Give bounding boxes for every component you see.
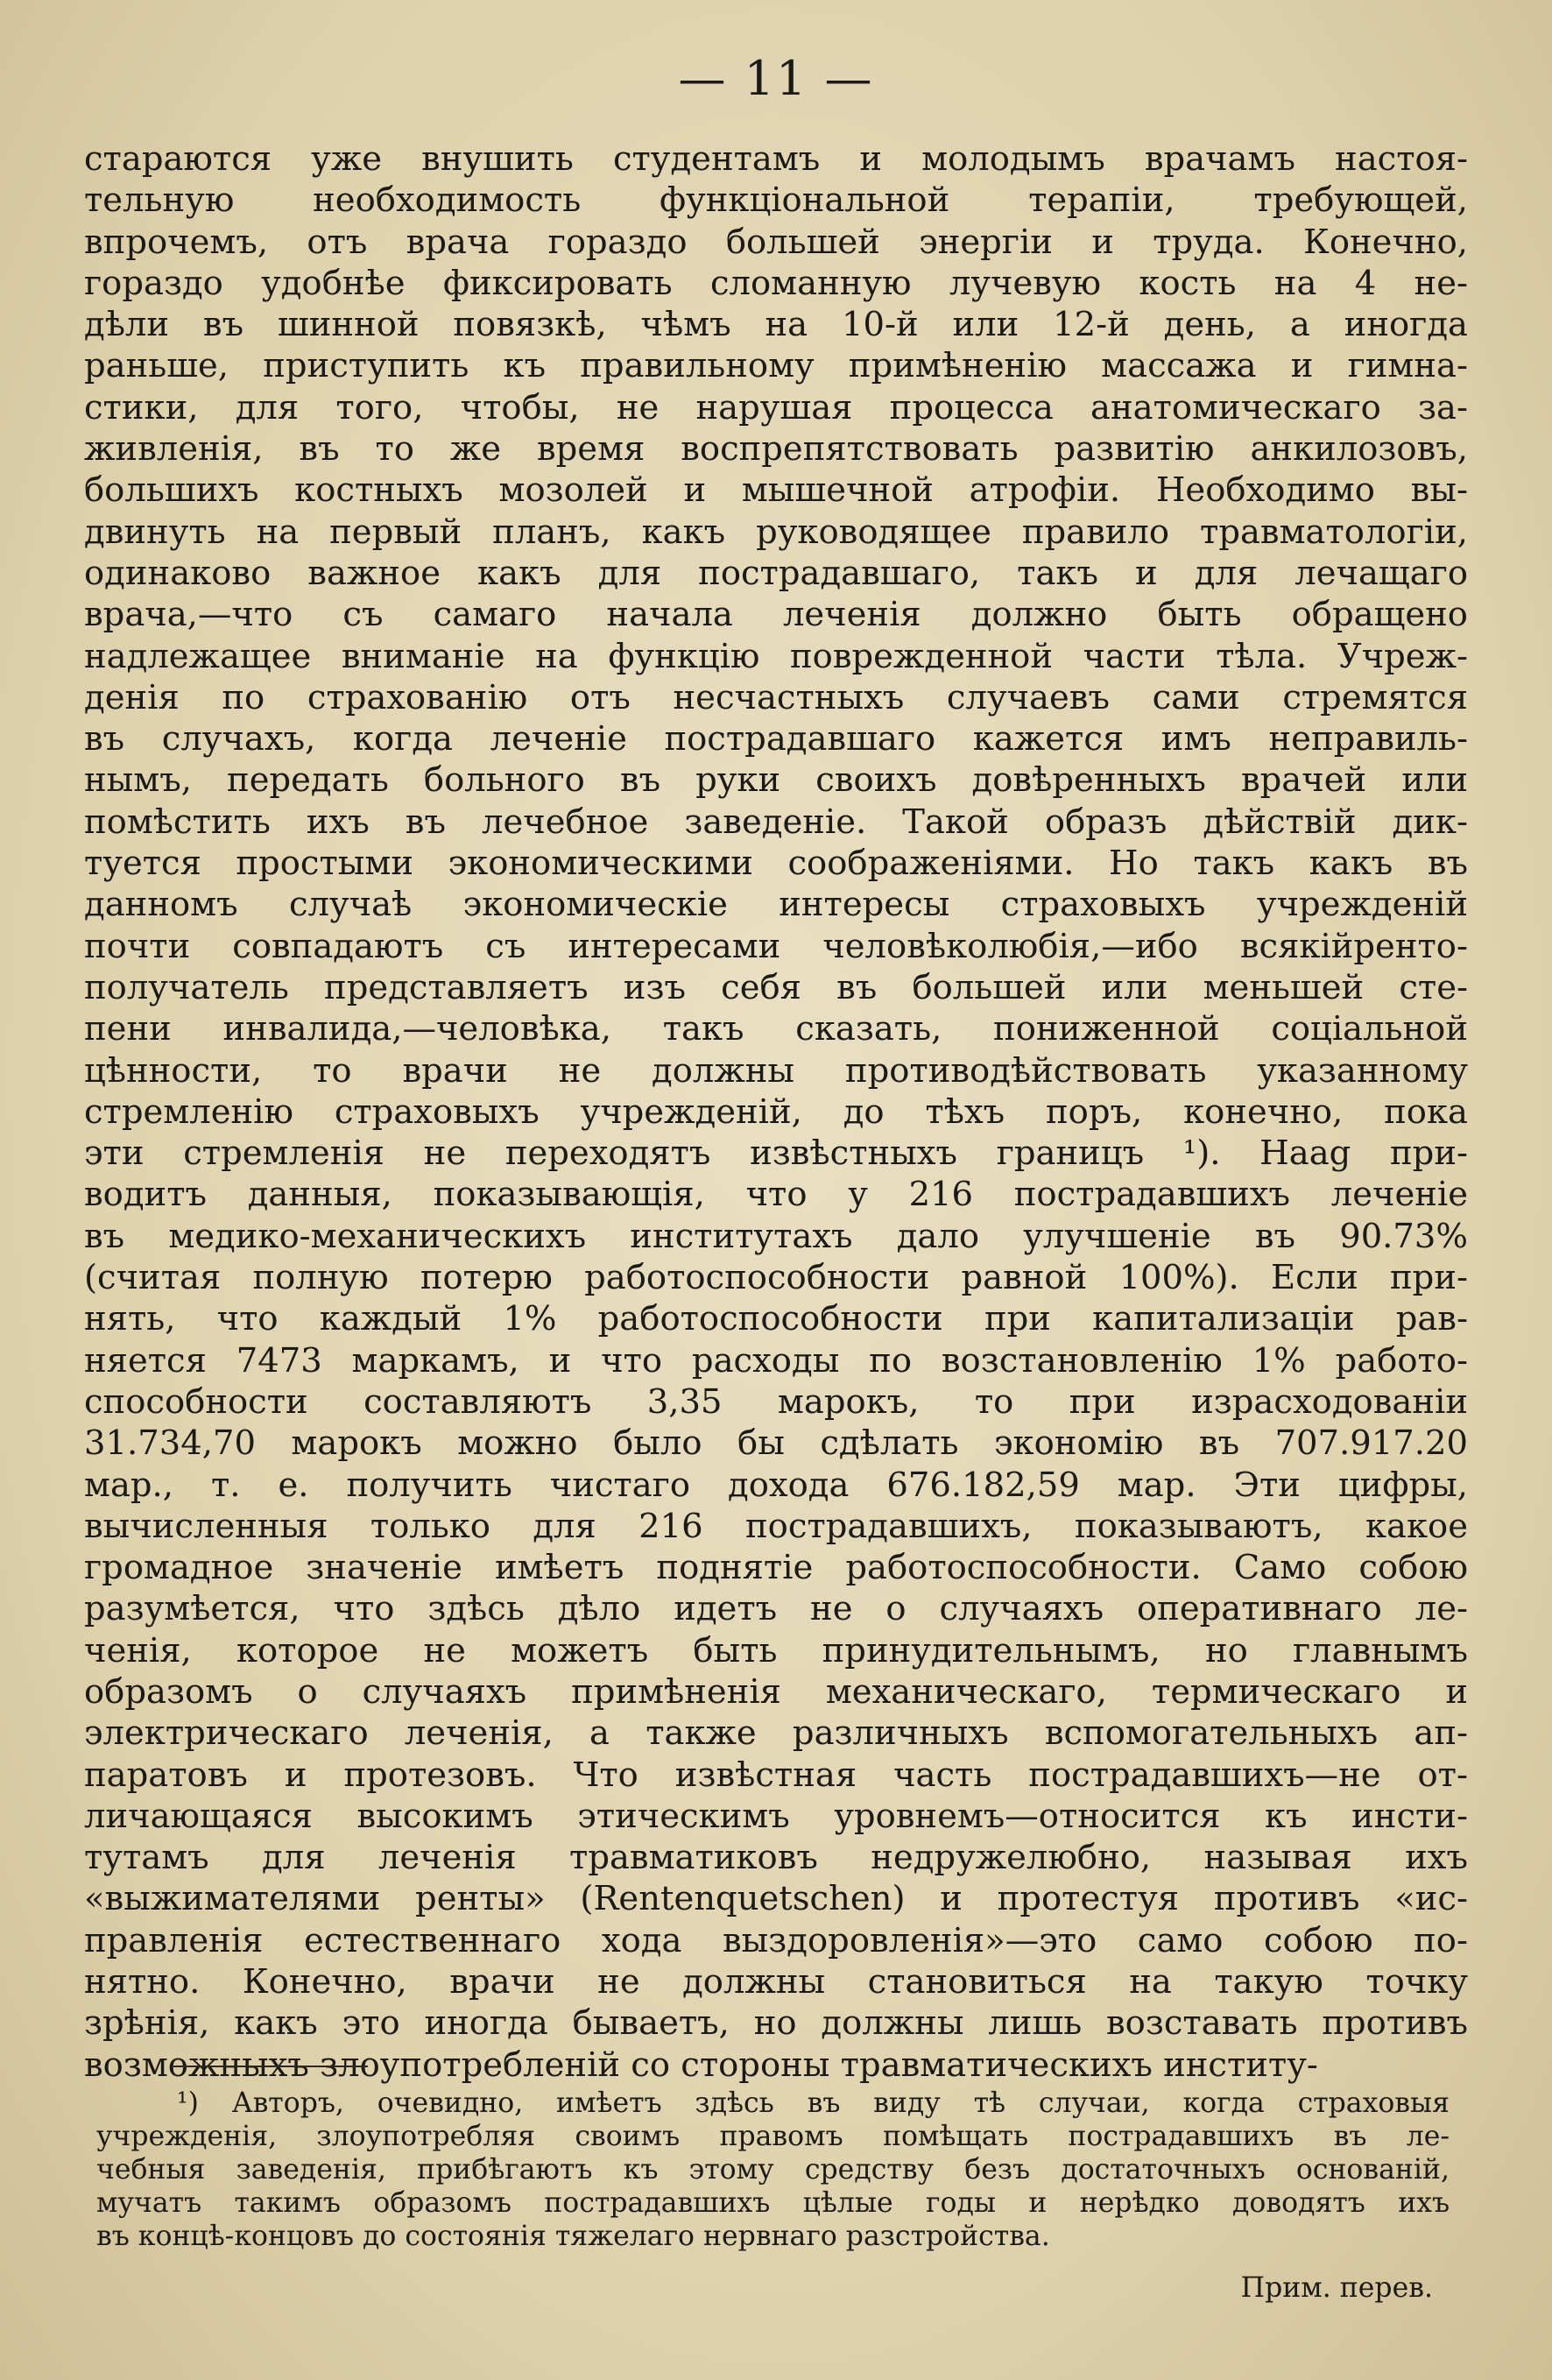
text-line: въ медико-механическихъ институтахъ дало улучшеніе въ 90.73% — [84, 1216, 1468, 1256]
text-line: стремленію страховыхъ учрежденій, до тѣхъ поръ, конечно, пока — [84, 1091, 1468, 1132]
text-line: «выжимателями ренты» (Rentenquetschen) и протестуя противъ «ис- — [84, 1879, 1468, 1919]
body-text — [84, 138, 1468, 2086]
text-line: вычисленныя только для 216 пострадавшихъ, показываютъ, какое — [84, 1506, 1468, 1546]
text-line: раньше, приступить къ правильному примѣненію массажа и гимна- — [84, 346, 1468, 386]
text-line: дѣли въ шинной повязкѣ, чѣмъ на 10-й или 12-й день, а иногда — [84, 305, 1468, 345]
text-line: правленія естественнаго хода выздоровленія»—это само собою по- — [84, 1920, 1468, 1960]
text-line: 31.734,70 марокъ можно было бы сдѣлать экономію въ 707.917.20 — [84, 1423, 1468, 1464]
text-line: способности составляютъ 3,35 марокъ, то при израсходованіи — [84, 1381, 1468, 1422]
text-line: пени инвалида,—человѣка, такъ сказать, пониженной соціальной — [84, 1009, 1468, 1049]
text-line: (считая полную потерю работоспособности равной 100%). Если при- — [84, 1258, 1468, 1298]
text-line: цѣнности, то врачи не должны противодѣйствовать указанному — [84, 1050, 1468, 1091]
text-line: нять, что каждый 1% работоспособности при капитализаціи рав- — [84, 1299, 1468, 1339]
footnote-signature: Прим. перев. — [1240, 2272, 1433, 2304]
text-line: личающаяся высокимъ этическимъ уровнемъ—относится къ инсти- — [84, 1796, 1468, 1836]
text-line: денія по страхованію отъ несчастныхъ случаевъ сами стремятся — [84, 677, 1468, 717]
text-line: разумѣется, что здѣсь дѣло идетъ не о случаяхъ оперативнаго ле- — [84, 1589, 1468, 1629]
text-line: помѣстить ихъ въ лечебное заведеніе. Такой образъ дѣйствій дик- — [84, 802, 1468, 842]
footnote-line: учрежденія, злоупотребляя своимъ правомъ помѣщать пострадавшихъ въ ле- — [96, 2121, 1450, 2152]
text-line: гораздо удобнѣе фиксировать сломанную лучевую кость на 4 не- — [84, 263, 1468, 303]
text-line: няется 7473 маркамъ, и что расходы по возстановленію 1% работо- — [84, 1340, 1468, 1381]
text-line: получатель представляетъ изъ себя въ большей или меньшей сте- — [84, 967, 1468, 1007]
text-line: впрочемъ, отъ врача гораздо большей энергіи и труда. Конечно, — [84, 222, 1468, 262]
text-line: возможныхъ злоупотребленій со стороны травматическихъ институ- — [84, 2045, 1318, 2085]
text-line: зрѣнія, какъ это иногда бываетъ, но должны лишь возставать противъ — [84, 2003, 1468, 2044]
text-line: эти стремленія не переходятъ извѣстныхъ границъ ¹). Haag при- — [84, 1134, 1468, 1174]
text-line: почти совпадаютъ съ интересами человѣколюбія,—ибо всякійренто- — [84, 926, 1468, 966]
text-line: ченія, которое не можетъ быть принудительнымъ, но главнымъ — [84, 1630, 1468, 1670]
text-line: образомъ о случаяхъ примѣненія механическаго, термическаго и — [84, 1671, 1468, 1712]
text-line: стараются уже внушить студентамъ и молодымъ врачамъ настоя- — [84, 139, 1468, 179]
text-line: тутамъ для леченія травматиковъ недружелюбно, называя ихъ — [84, 1838, 1468, 1878]
text-line: стики, для того, чтобы, не нарушая процесса анатомическаго за- — [84, 387, 1468, 427]
page-number: — 11 — — [678, 51, 874, 106]
text-line: врача,—что съ самаго начала леченія должно быть обращено — [84, 595, 1468, 635]
text-line: паратовъ и протезовъ. Что извѣстная часть пострадавшихъ—не от- — [84, 1755, 1468, 1795]
text-line: тельную необходимость функціональной терапіи, требующей, — [84, 180, 1468, 221]
text-line: электрическаго леченія, а также различныхъ вспомогательныхъ ап- — [84, 1713, 1468, 1754]
footnote-line: ¹) Авторъ, очевидно, имѣетъ здѣсь въ виду тѣ случаи, когда страховыя — [177, 2087, 1450, 2119]
text-line: въ случахъ, когда леченіе пострадавшаго кажется имъ неправиль- — [84, 719, 1468, 759]
text-line: нятно. Конечно, врачи не должны становиться на такую точку — [84, 1962, 1468, 2002]
text-line: туется простыми экономическими соображеніями. Но такъ какъ въ — [84, 844, 1468, 884]
text-line: нымъ, передать больного въ руки своихъ довѣренныхъ врачей или — [84, 760, 1468, 801]
text-line: водитъ данныя, показывающія, что у 216 пострадавшихъ леченіе — [84, 1175, 1468, 1215]
footnote — [96, 2087, 1450, 2253]
text-line: мар., т. е. получить чистаго дохода 676.182,59 мар. Эти цифры, — [84, 1465, 1468, 1505]
text-line: громадное значеніе имѣетъ поднятіе работоспособности. Само собою — [84, 1548, 1468, 1588]
footnote-line: въ концѣ-концовъ до состоянія тяжелаго нервнаго разстройства. — [96, 2221, 1050, 2252]
text-line: живленія, въ то же время воспрепятствовать развитію анкилозовъ, — [84, 429, 1468, 470]
text-line: надлежащее вниманіе на функцію поврежденной части тѣла. Учреж- — [84, 636, 1468, 676]
text-line: большихъ костныхъ мозолей и мышечной атрофіи. Необходимо вы- — [84, 470, 1468, 511]
footnote-line: чебныя заведенія, прибѣгаютъ къ этому средству безъ достаточныхъ основаній, — [96, 2154, 1450, 2186]
text-line: одинаково важное какъ для пострадавшаго, такъ и для лечащаго — [84, 553, 1468, 593]
footnote-line: мучатъ такимъ образомъ пострадавшихъ цѣлые годы и нерѣдко доводятъ ихъ — [96, 2187, 1450, 2219]
text-line: данномъ случаѣ экономическіе интересы страховыхъ учрежденій — [84, 885, 1468, 925]
text-line: двинуть на первый планъ, какъ руководящее правило травматологіи, — [84, 512, 1468, 552]
footnote-rule — [173, 2066, 368, 2067]
